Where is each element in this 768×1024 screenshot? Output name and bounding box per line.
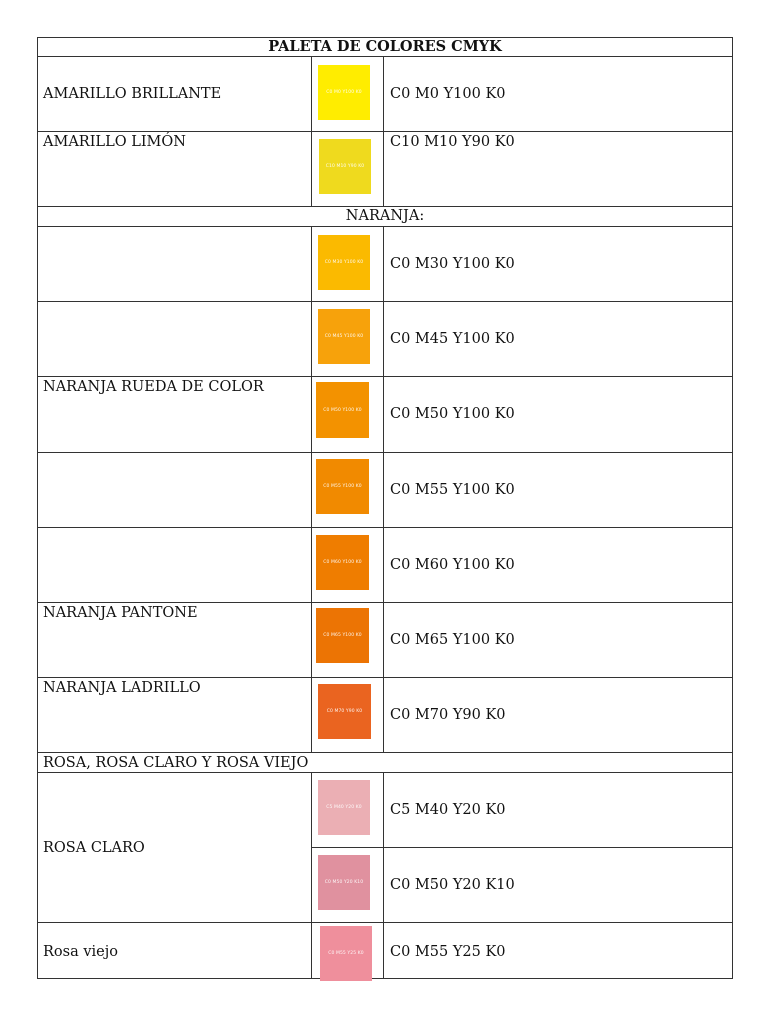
row-divider	[37, 226, 733, 227]
column-divider	[311, 772, 312, 979]
color-swatch: C0 M30 Y100 K0	[318, 235, 370, 290]
column-divider	[383, 772, 384, 979]
cmyk-code: C0 M30 Y100 K0	[390, 256, 515, 272]
color-name: AMARILLO BRILLANTE	[43, 86, 222, 102]
row-divider	[37, 376, 733, 377]
cmyk-code: C0 M55 Y100 K0	[390, 482, 515, 498]
color-swatch: C0 M65 Y100 K0	[316, 608, 369, 663]
row-divider	[37, 752, 733, 753]
cmyk-code: C0 M45 Y100 K0	[390, 331, 515, 347]
color-name: NARANJA LADRILLO	[43, 680, 201, 696]
table-title: PALETA DE COLORES CMYK	[268, 38, 502, 55]
cmyk-code: C0 M0 Y100 K0	[390, 86, 506, 102]
color-swatch: C0 M45 Y100 K0	[318, 309, 370, 364]
cmyk-code: C0 M65 Y100 K0	[390, 632, 515, 648]
color-swatch: C0 M0 Y100 K0	[318, 65, 370, 120]
color-name: NARANJA PANTONE	[43, 605, 198, 621]
color-swatch: C10 M10 Y90 K0	[319, 139, 371, 194]
color-name: NARANJA RUEDA DE COLOR	[43, 379, 264, 395]
row-divider	[311, 847, 733, 848]
color-name: ROSA CLARO	[43, 840, 145, 856]
row-divider	[37, 772, 733, 773]
color-swatch: C0 M50 Y100 K0	[316, 382, 369, 438]
row-divider	[37, 922, 733, 923]
color-swatch: C0 M50 Y20 K10	[318, 855, 370, 910]
cmyk-code: C0 M55 Y25 K0	[390, 944, 506, 960]
color-swatch: C0 M55 Y100 K0	[316, 459, 369, 514]
row-divider	[37, 56, 733, 57]
column-divider	[383, 226, 384, 752]
color-swatch: C0 M60 Y100 K0	[316, 535, 369, 590]
row-divider	[37, 602, 733, 603]
cmyk-code: C10 M10 Y90 K0	[390, 134, 515, 150]
row-divider	[37, 677, 733, 678]
cmyk-code: C0 M60 Y100 K0	[390, 557, 515, 573]
section-header-naranja: NARANJA:	[345, 208, 425, 224]
section-header-rosa: ROSA, ROSA CLARO Y ROSA VIEJO	[43, 755, 309, 771]
color-swatch: C5 M40 Y20 K0	[318, 780, 370, 835]
column-divider	[311, 226, 312, 752]
color-swatch: C0 M70 Y90 K0	[318, 684, 371, 739]
cmyk-code: C5 M40 Y20 K0	[390, 802, 506, 818]
row-divider	[37, 301, 733, 302]
color-name: Rosa viejo	[43, 944, 118, 960]
column-divider	[311, 56, 312, 206]
row-divider	[37, 452, 733, 453]
cmyk-code: C0 M50 Y100 K0	[390, 406, 515, 422]
column-divider	[383, 56, 384, 206]
color-swatch: C0 M55 Y25 K0	[320, 926, 372, 981]
row-divider	[37, 527, 733, 528]
color-name: AMARILLO LIMÓN	[43, 134, 186, 150]
cmyk-code: C0 M50 Y20 K10	[390, 877, 515, 893]
color-palette-table	[37, 37, 733, 979]
cmyk-code: C0 M70 Y90 K0	[390, 707, 506, 723]
row-divider	[37, 131, 733, 132]
